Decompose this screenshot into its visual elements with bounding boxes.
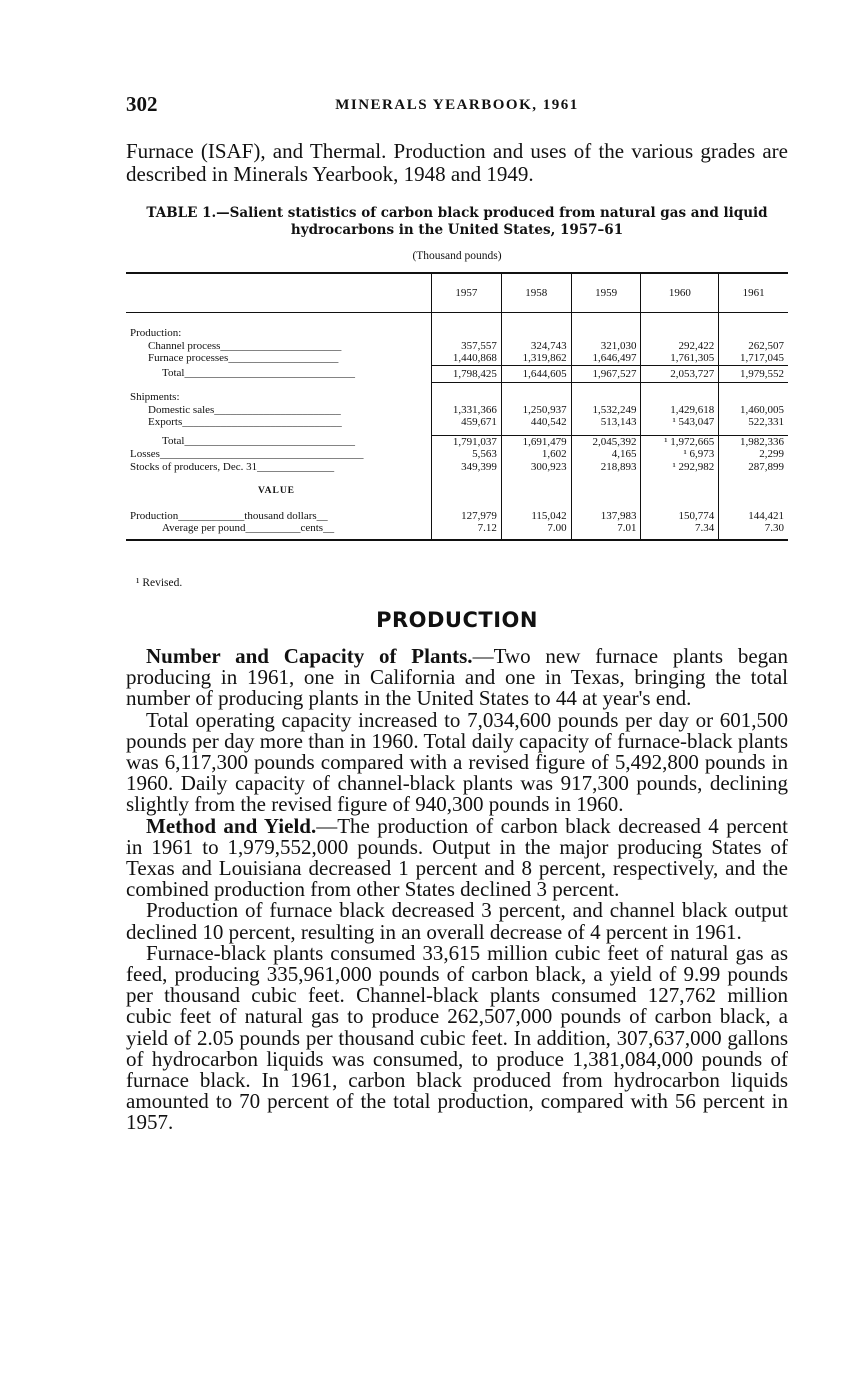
table-cell: ¹ 1,972,665: [641, 435, 719, 448]
year-header: 1957: [432, 273, 502, 313]
table-cell: 1,644,605: [501, 365, 571, 383]
table-cell: 324,743: [501, 340, 571, 353]
table-cell: 459,671: [432, 416, 502, 429]
table-row: [126, 461, 788, 474]
table-cell: 1,602: [501, 448, 571, 461]
section-heading: PRODUCTION: [376, 608, 538, 632]
row-label: Average per pound__________cents__: [126, 522, 432, 540]
paragraph: [126, 646, 788, 710]
table-cell: ¹ 292,982: [641, 461, 719, 474]
year-header: 1960: [641, 273, 719, 313]
table-cell: ¹ 543,047: [641, 416, 719, 429]
table-row: [126, 340, 788, 353]
table-footnote: ¹ Revised.: [136, 577, 183, 589]
page-header: [126, 92, 788, 122]
header-blank: [126, 273, 432, 313]
table-cell: 115,042: [501, 510, 571, 523]
table-cell: 5,563: [432, 448, 502, 461]
salient-statistics-table: [126, 272, 788, 541]
row-label: Shipments:: [130, 391, 180, 403]
table-cell: 7.01: [571, 522, 641, 540]
table-row: [126, 416, 788, 429]
table-cell: 7.30: [719, 522, 788, 540]
paragraph-text: —The production of carbon black decreased 4 percent in 1961 to 1,979,552,000 pounds. Output in the major producing States of Texas and Louisiana decreased 1 percent and 8 percent, respectively, and the combined production from other States declined 3 percent.: [126, 813, 788, 902]
table-cell: 2,299: [719, 448, 788, 461]
table-row: [126, 389, 788, 404]
paragraph: Furnace-black plants consumed 33,615 million cubic feet of natural gas as feed, producing 335,961,000 pounds of carbon black, a yield of 9.99 pounds per thousand cubic feet. Channel-black plants consumed 127,762 million cubic feet of natural gas to produce 262,507,000 pounds of carbon black, a yield of 2.05 pounds per thousand cubic feet. In addition, 307,637,000 gallons of hydrocarbon liquids was consumed, to produce 1,381,084,000 pounds of furnace black. In 1961, carbon black produced from hydrocarbon liquids amounted to 70 percent of the total production, compared with 56 percent in 1957.: [126, 940, 788, 1135]
table-cell: 513,143: [571, 416, 641, 429]
table-cell: 1,791,037: [432, 435, 502, 448]
table-row: [126, 404, 788, 417]
table-cell: 522,331: [719, 416, 788, 429]
table-cell: 7.00: [501, 522, 571, 540]
year-header: 1959: [571, 273, 641, 313]
table-cell: 150,774: [641, 510, 719, 523]
table-cell: 1,717,045: [719, 352, 788, 365]
table-cell: 1,798,425: [432, 365, 502, 383]
paragraph: [126, 813, 788, 902]
paragraph: Total operating capacity increased to 7,034,600 pounds per day or 601,500 pounds per day more than in 1960. Total daily capacity of furnace-black plants was 6,117,300 pounds compared with a revised figure of 5,492,800 pounds in 1960. Daily capacity of channel-black plants was 917,300 pounds, declining slightly from the revised figure of 940,300 pounds in 1960.: [126, 707, 788, 817]
row-label: Channel process______________________: [148, 339, 342, 352]
table-cell: 1,982,336: [719, 435, 788, 448]
row-label: Domestic sales_______________________: [148, 403, 341, 416]
table-cell: 144,421: [719, 510, 788, 523]
row-label: Production____________thousand dollars__: [130, 509, 328, 522]
table-cell: 292,422: [641, 340, 719, 353]
running-title: MINERALS YEARBOOK, 1961: [335, 97, 579, 113]
table-cell: 1,646,497: [571, 352, 641, 365]
year-header: 1961: [719, 273, 788, 313]
table-cell: 1,761,305: [641, 352, 719, 365]
table-cell: 1,250,937: [501, 404, 571, 417]
row-label: Losses_____________________________________: [130, 448, 364, 460]
table-row-total: [126, 435, 788, 448]
table-cell: 7.12: [432, 522, 502, 540]
row-label: Furnace processes____________________: [148, 352, 339, 364]
table-row: [126, 448, 788, 461]
value-subheading: VALUE: [257, 486, 296, 496]
table-row: [126, 510, 788, 523]
body-text: [126, 646, 788, 1134]
table-cell: 2,053,727: [641, 365, 719, 383]
table-cell: 1,429,618: [641, 404, 719, 417]
table-cell: 1,331,366: [432, 404, 502, 417]
table-cell: 440,542: [501, 416, 571, 429]
table-cell: 357,557: [432, 340, 502, 353]
table-cell: 300,923: [501, 461, 571, 474]
row-label: Production:: [130, 327, 182, 339]
table-cell: 321,030: [571, 340, 641, 353]
table-cell: 1,319,862: [501, 352, 571, 365]
table-cell: 1,967,527: [571, 365, 641, 383]
table-cell: 1,532,249: [571, 404, 641, 417]
table-cell: ¹ 6,973: [641, 448, 719, 461]
table-row: [126, 352, 788, 365]
row-label: Exports_____________________________: [148, 416, 342, 428]
table-row: [126, 522, 788, 540]
table-row: [126, 485, 788, 498]
table-cell: 1,460,005: [719, 404, 788, 417]
table-row-total: [126, 365, 788, 383]
table-cell: 349,399: [432, 461, 502, 474]
year-header: 1958: [501, 273, 571, 313]
table-cell: 127,979: [432, 510, 502, 523]
table-cell: 218,893: [571, 461, 641, 474]
table-header-row: [126, 273, 788, 313]
table-cell: 262,507: [719, 340, 788, 353]
row-label: Total_______________________________: [162, 435, 355, 447]
table-cell: 287,899: [719, 461, 788, 474]
table-caption: TABLE 1.—Salient statistics of carbon black produced from natural gas and liquid hydrocarbons in the United States, 1957–61: [146, 205, 768, 238]
row-label: Total_______________________________: [162, 367, 355, 379]
paragraph-text: —Two new furnace plants began producing in 1961, one in California and one in Texas, bringing the total number of producing plants in the United States to 44 at year's end.: [126, 644, 788, 711]
table-row: [126, 325, 788, 340]
table-unit: (Thousand pounds): [412, 250, 502, 262]
table-cell: 4,165: [571, 448, 641, 461]
run-in-heading: Number and Capacity of Plants.: [146, 644, 473, 668]
row-label: Stocks of producers, Dec. 31______________: [130, 460, 335, 473]
paragraph: Production of furnace black decreased 3 percent, and channel black output declined 10 percent, resulting in an overall decrease of 4 percent in 1961.: [126, 898, 788, 944]
intro-paragraph: Furnace (ISAF), and Thermal. Production and uses of the various grades are described in Minerals Yearbook, 1948 and 1949.: [126, 139, 788, 186]
table-cell: 2,045,392: [571, 435, 641, 448]
table-cell: 1,979,552: [719, 365, 788, 383]
table-cell: 137,983: [571, 510, 641, 523]
run-in-heading: Method and Yield.: [146, 813, 317, 838]
table-cell: 7.34: [641, 522, 719, 540]
table-cell: 1,440,868: [432, 352, 502, 365]
page-number: 302: [126, 92, 158, 116]
table-cell: 1,691,479: [501, 435, 571, 448]
